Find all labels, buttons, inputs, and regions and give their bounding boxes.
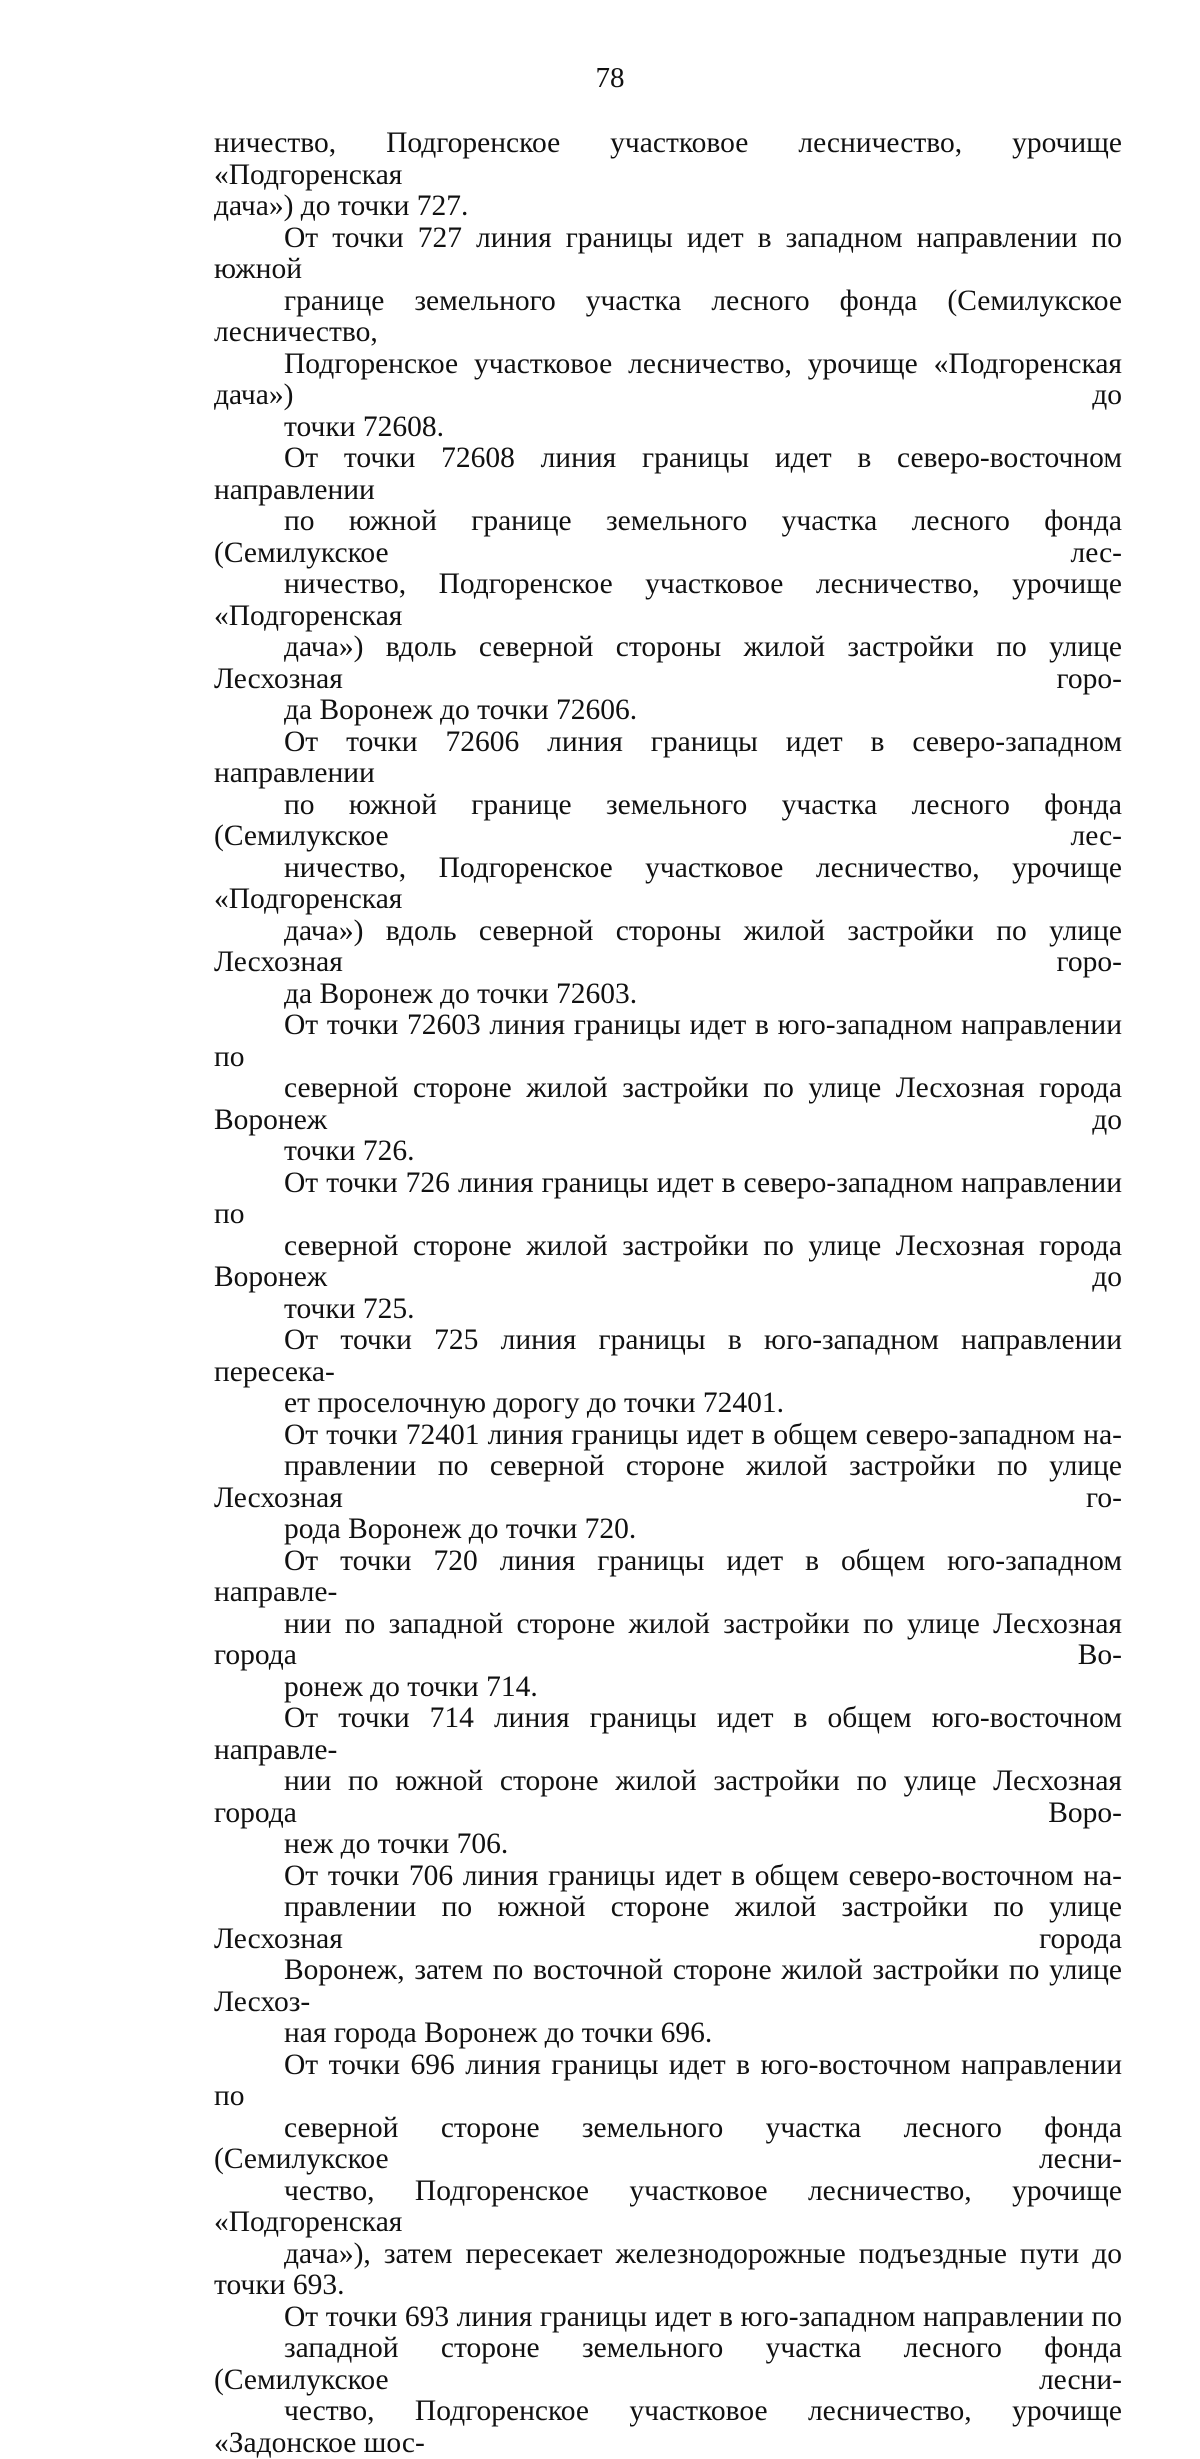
text-line: ничество, Подгоренское участковое лесничество, урочище «Подгоренская (214, 569, 1122, 632)
text-line: ная города Воронеж до точки 696. (214, 2018, 1122, 2050)
text-line: От точки 696 линия границы идет в юго-восточном направлении по (214, 2050, 1122, 2113)
text-line: северной стороне жилой застройки по улице Лесхозная города Воронеж до (214, 1073, 1122, 1136)
text-line: да Воронеж до точки 72606. (214, 695, 1122, 727)
text-line: От точки 72608 линия границы идет в северо-восточном направлении (214, 443, 1122, 506)
text-line: да Воронеж до точки 72603. (214, 979, 1122, 1011)
text-line: ронеж до точки 714. (214, 1672, 1122, 1704)
text-line: ничество, Подгоренское участковое лесничество, урочище «Подгоренская (214, 128, 1122, 191)
text-line: дача»), затем пересекает железнодорожные подъездные пути до точки 693. (214, 2239, 1122, 2302)
text-line: западной стороне земельного участка лесного фонда (Семилукское лесни- (214, 2333, 1122, 2396)
text-line: чество, Подгоренское участковое лесничество, урочище «Задонское шос- (214, 2396, 1122, 2459)
paragraph (214, 128, 1122, 223)
text-line: От точки 720 линия границы идет в общем юго-западном направле- (214, 1546, 1122, 1609)
paragraph (214, 223, 1122, 444)
text-line: От точки 726 линия границы идет в северо-западном направлении по (214, 1168, 1122, 1231)
paragraph (214, 727, 1122, 1011)
text-line: От точки 693 линия границы идет в юго-западном направлении по (214, 2302, 1122, 2334)
text-line: точки 72608. (214, 412, 1122, 444)
text-line: по южной границе земельного участка лесного фонда (Семилукское лес- (214, 506, 1122, 569)
paragraph (214, 1325, 1122, 1420)
text-line: правлении по северной стороне жилой застройки по улице Лесхозная го- (214, 1451, 1122, 1514)
paragraph (214, 1010, 1122, 1168)
paragraph (214, 1168, 1122, 1326)
text-line: От точки 706 линия границы идет в общем северо-восточном на- (214, 1861, 1122, 1893)
text-line: дача») вдоль северной стороны жилой застройки по улице Лесхозная горо- (214, 632, 1122, 695)
text-line: точки 726. (214, 1136, 1122, 1168)
text-line: рода Воронеж до точки 720. (214, 1514, 1122, 1546)
paragraph (214, 1703, 1122, 1861)
text-line: Подгоренское участковое лесничество, урочище «Подгоренская дача») до (214, 349, 1122, 412)
paragraph (214, 2050, 1122, 2302)
text-line: точки 725. (214, 1294, 1122, 1326)
text-line: нии по западной стороне жилой застройки по улице Лесхозная города Во- (214, 1609, 1122, 1672)
text-line: От точки 714 линия границы идет в общем юго-восточном направле- (214, 1703, 1122, 1766)
text-line: От точки 72603 линия границы идет в юго-западном направлении по (214, 1010, 1122, 1073)
paragraph (214, 1861, 1122, 2050)
text-line: Воронеж, затем по восточной стороне жилой застройки по улице Лесхоз- (214, 1955, 1122, 2018)
text-line: дача») до точки 727. (214, 191, 1122, 223)
text-line: ничество, Подгоренское участковое лесничество, урочище «Подгоренская (214, 853, 1122, 916)
text-line: неж до точки 706. (214, 1829, 1122, 1861)
document-body (214, 128, 1122, 2459)
text-line: границе земельного участка лесного фонда (Семилукское лесничество, (214, 286, 1122, 349)
text-line: От точки 72606 линия границы идет в северо-западном направлении (214, 727, 1122, 790)
text-line: правлении по южной стороне жилой застройки по улице Лесхозная города (214, 1892, 1122, 1955)
text-line: северной стороне земельного участка лесного фонда (Семилукское лесни- (214, 2113, 1122, 2176)
paragraph (214, 1420, 1122, 1546)
paragraph (214, 2302, 1122, 2459)
paragraph (214, 443, 1122, 727)
page-number: 78 (0, 62, 1200, 95)
text-line: дача») вдоль северной стороны жилой застройки по улице Лесхозная горо- (214, 916, 1122, 979)
text-line: От точки 72401 линия границы идет в общем северо-западном на- (214, 1420, 1122, 1452)
text-line: ет проселочную дорогу до точки 72401. (214, 1388, 1122, 1420)
paragraph (214, 1546, 1122, 1704)
text-line: чество, Подгоренское участковое лесничество, урочище «Подгоренская (214, 2176, 1122, 2239)
text-line: От точки 725 линия границы в юго-западном направлении пересека- (214, 1325, 1122, 1388)
text-line: От точки 727 линия границы идет в западном направлении по южной (214, 223, 1122, 286)
text-line: нии по южной стороне жилой застройки по улице Лесхозная города Воро- (214, 1766, 1122, 1829)
text-line: по южной границе земельного участка лесного фонда (Семилукское лес- (214, 790, 1122, 853)
text-line: северной стороне жилой застройки по улице Лесхозная города Воронеж до (214, 1231, 1122, 1294)
